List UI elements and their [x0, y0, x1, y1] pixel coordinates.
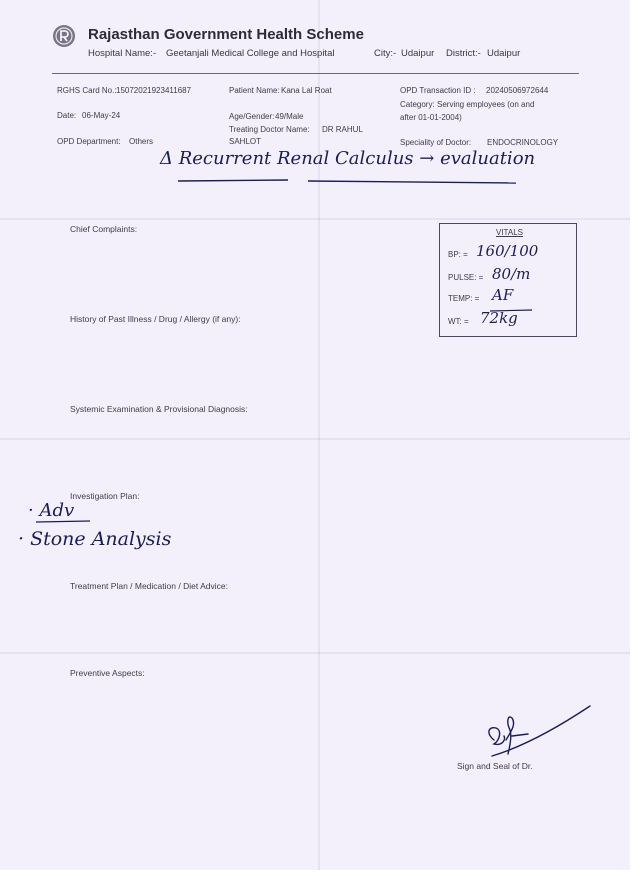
rghs-card-number: 15072021923411687 — [116, 86, 192, 95]
hospital-name-label: Hospital Name:- — [88, 48, 157, 59]
treating-doctor-name: DR RAHUL — [322, 125, 363, 134]
age-gender: 49/Male — [275, 112, 304, 121]
district: Udaipur — [487, 48, 521, 59]
pulse-label: PULSE: = — [448, 273, 484, 282]
treatment-plan-label: Treatment Plan / Medication / Diet Advice: — [70, 581, 228, 591]
handwritten-investigation-stone-analysis: · Stone Analysis — [18, 528, 172, 550]
category-line-1: Serving employees (on and — [437, 100, 535, 109]
opd-transaction-label: OPD Transaction ID : — [400, 86, 476, 95]
systemic-exam-label: Systemic Examination & Provisional Diagnosis: — [70, 404, 248, 414]
weight-value: 72kg — [480, 309, 518, 327]
scan-edge — [630, 0, 640, 876]
city-label: City:- — [374, 48, 397, 59]
past-history-label: History of Past Illness / Drug / Allergy (if any): — [70, 314, 241, 324]
sign-and-seal-label: Sign and Seal of Dr. — [457, 761, 533, 771]
adv-underline — [34, 519, 94, 525]
rghs-logo-icon — [52, 24, 76, 48]
paper-fold-horizontal — [0, 652, 640, 654]
opd-department: Others — [129, 137, 154, 146]
category-label: Category: — [400, 100, 435, 109]
treating-doctor-label: Treating Doctor Name: — [229, 125, 310, 134]
opd-transaction-id: 20240506972644 — [486, 86, 549, 95]
paper-fold-horizontal — [0, 218, 640, 220]
bp-value: 160/100 — [476, 242, 539, 260]
weight-label: WT: = — [448, 317, 469, 326]
diagnosis-underline — [176, 176, 521, 186]
patient-name-label: Patient Name: — [229, 86, 280, 95]
patient-name: Kana Lal Roat — [281, 86, 332, 95]
chief-complaints-label: Chief Complaints: — [70, 224, 138, 234]
vitals-title: VITALS — [496, 228, 523, 237]
age-gender-label: Age/Gender: — [229, 112, 275, 121]
hospital-name: Geetanjali Medical College and Hospital — [166, 48, 335, 59]
speciality-label: Speciality of Doctor: — [400, 138, 472, 147]
bp-label: BP: = — [448, 250, 468, 259]
investigation-plan-label: Investigation Plan: — [70, 491, 140, 501]
preventive-aspects-label: Preventive Aspects: — [70, 668, 145, 678]
pulse-value: 80/m — [492, 265, 531, 283]
treating-doctor-name-cont: SAHLOT — [229, 137, 262, 146]
vitals-box — [439, 223, 577, 337]
city: Udaipur — [401, 48, 435, 59]
district-label: District:- — [446, 48, 481, 59]
paper-fold-horizontal — [0, 438, 640, 440]
temp-value: AF — [492, 286, 514, 304]
visit-date: 06-May-24 — [82, 111, 121, 120]
header-divider — [52, 73, 579, 74]
handwritten-diagnosis: Δ Recurrent Renal Calculus → evaluation — [160, 148, 536, 169]
scheme-title: Rajasthan Government Health Scheme — [88, 26, 364, 43]
opd-department-label: OPD Department: — [57, 137, 121, 146]
handwritten-investigation-adv: · Adv — [28, 500, 75, 521]
speciality: ENDOCRINOLOGY — [487, 138, 559, 147]
scan-edge — [0, 870, 640, 876]
rghs-card-label: RGHS Card No.: — [57, 86, 117, 95]
category-line-2: after 01-01-2004) — [400, 113, 462, 122]
date-label: Date: — [57, 111, 77, 120]
temp-label: TEMP: = — [448, 294, 480, 303]
